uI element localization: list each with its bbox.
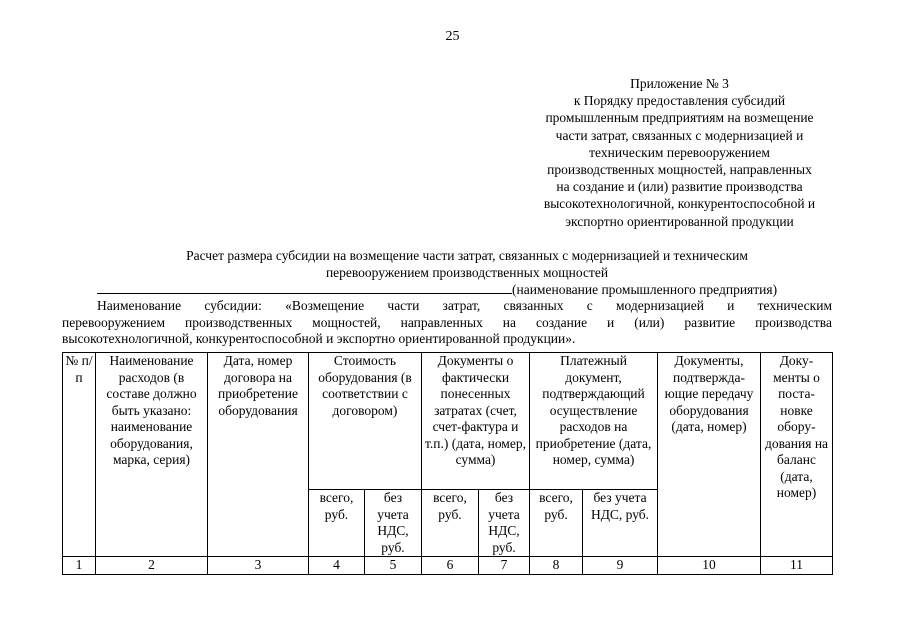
column-number: 2 (96, 557, 208, 575)
subsidy-text-line-3: высокотехнологичной, конкурентоспособной и экспортно ориентированной продукции». (62, 331, 576, 346)
subsidy-text-line-1: Наименование субсидии: «Возмещение части затрат, связанных с модернизацией и техническим (97, 298, 832, 313)
subsidy-text-line-2: перевооружением производственных мощностей, направленных на создание и (или) развитие производства (62, 314, 832, 330)
header-transfer-documents: Документы, подтвержда-ющие передачу оборудования (дата, номер) (658, 353, 761, 557)
title-line-1: Расчет размера субсидии на возмещение части затрат, связанных с модернизацией и техническим (186, 248, 748, 263)
header-payment-document: Платежный документ, подтверждающий осуществление расходов на приобретение (дата, номер, сумма) (530, 353, 658, 490)
column-number: 4 (309, 557, 365, 575)
header-expense-name: Наименование расходов (в составе должно быть указано: наименование оборудования, марка, серия) (96, 353, 208, 557)
column-number: 11 (761, 557, 833, 575)
subheader-total: всего, руб. (309, 490, 365, 557)
subheader-total: всего, руб. (422, 490, 479, 557)
subheader-no-vat: без учета НДС, руб. (365, 490, 422, 557)
subheader-no-vat: без учета НДС, руб. (479, 490, 530, 557)
header-contract: Дата, номер договора на приобретение оборудования (208, 353, 309, 557)
table-header-row (63, 353, 833, 490)
title-line-2: перевооружением производственных мощностей (325, 265, 609, 280)
page-number: 25 (445, 29, 460, 44)
appendix-line: высокотехнологичной, конкурентоспособной и (543, 196, 816, 212)
appendix-line: к Порядку предоставления субсидий (573, 93, 786, 109)
appendix-line: промышленным предприятиям на возмещение (545, 110, 814, 126)
column-number: 9 (583, 557, 658, 575)
column-number: 8 (530, 557, 583, 575)
header-expense-documents: Документы о фактически понесенных затратах (счет, счет-фактура и т.п.) (дата, номер, сумма) (422, 353, 530, 490)
calculation-table (62, 352, 833, 575)
enterprise-name-blank (97, 281, 512, 294)
column-number-row (63, 557, 833, 575)
column-number: 10 (658, 557, 761, 575)
column-number: 1 (63, 557, 96, 575)
enterprise-name-field (97, 281, 777, 298)
column-number: 7 (479, 557, 530, 575)
document-title (62, 247, 872, 281)
appendix-line: части затрат, связанных с модернизацией и (555, 127, 804, 143)
header-equipment-cost: Стоимость оборудования (в соответствии с договором) (309, 353, 422, 490)
header-balance-documents: Доку-менты о поста-новке обору-дования на баланс (дата, номер) (761, 353, 833, 557)
subheader-no-vat: без учета НДС, руб. (583, 490, 658, 557)
enterprise-name-caption: (наименование промышленного предприятия) (512, 282, 778, 297)
appendix-line: техническим перевооружением (589, 144, 770, 160)
subheader-total: всего, руб. (530, 490, 583, 557)
appendix-block (512, 75, 847, 230)
header-row-number: № п/п (63, 353, 96, 557)
appendix-line: на создание и (или) развитие производства (556, 179, 803, 195)
appendix-line: производственных мощностей, направленных (547, 162, 812, 178)
column-number: 5 (365, 557, 422, 575)
column-number: 6 (422, 557, 479, 575)
appendix-line: Приложение № 3 (630, 76, 729, 91)
appendix-line: экспортно ориентированной продукции (565, 213, 794, 229)
subsidy-name-paragraph (62, 298, 832, 348)
column-number: 3 (208, 557, 309, 575)
